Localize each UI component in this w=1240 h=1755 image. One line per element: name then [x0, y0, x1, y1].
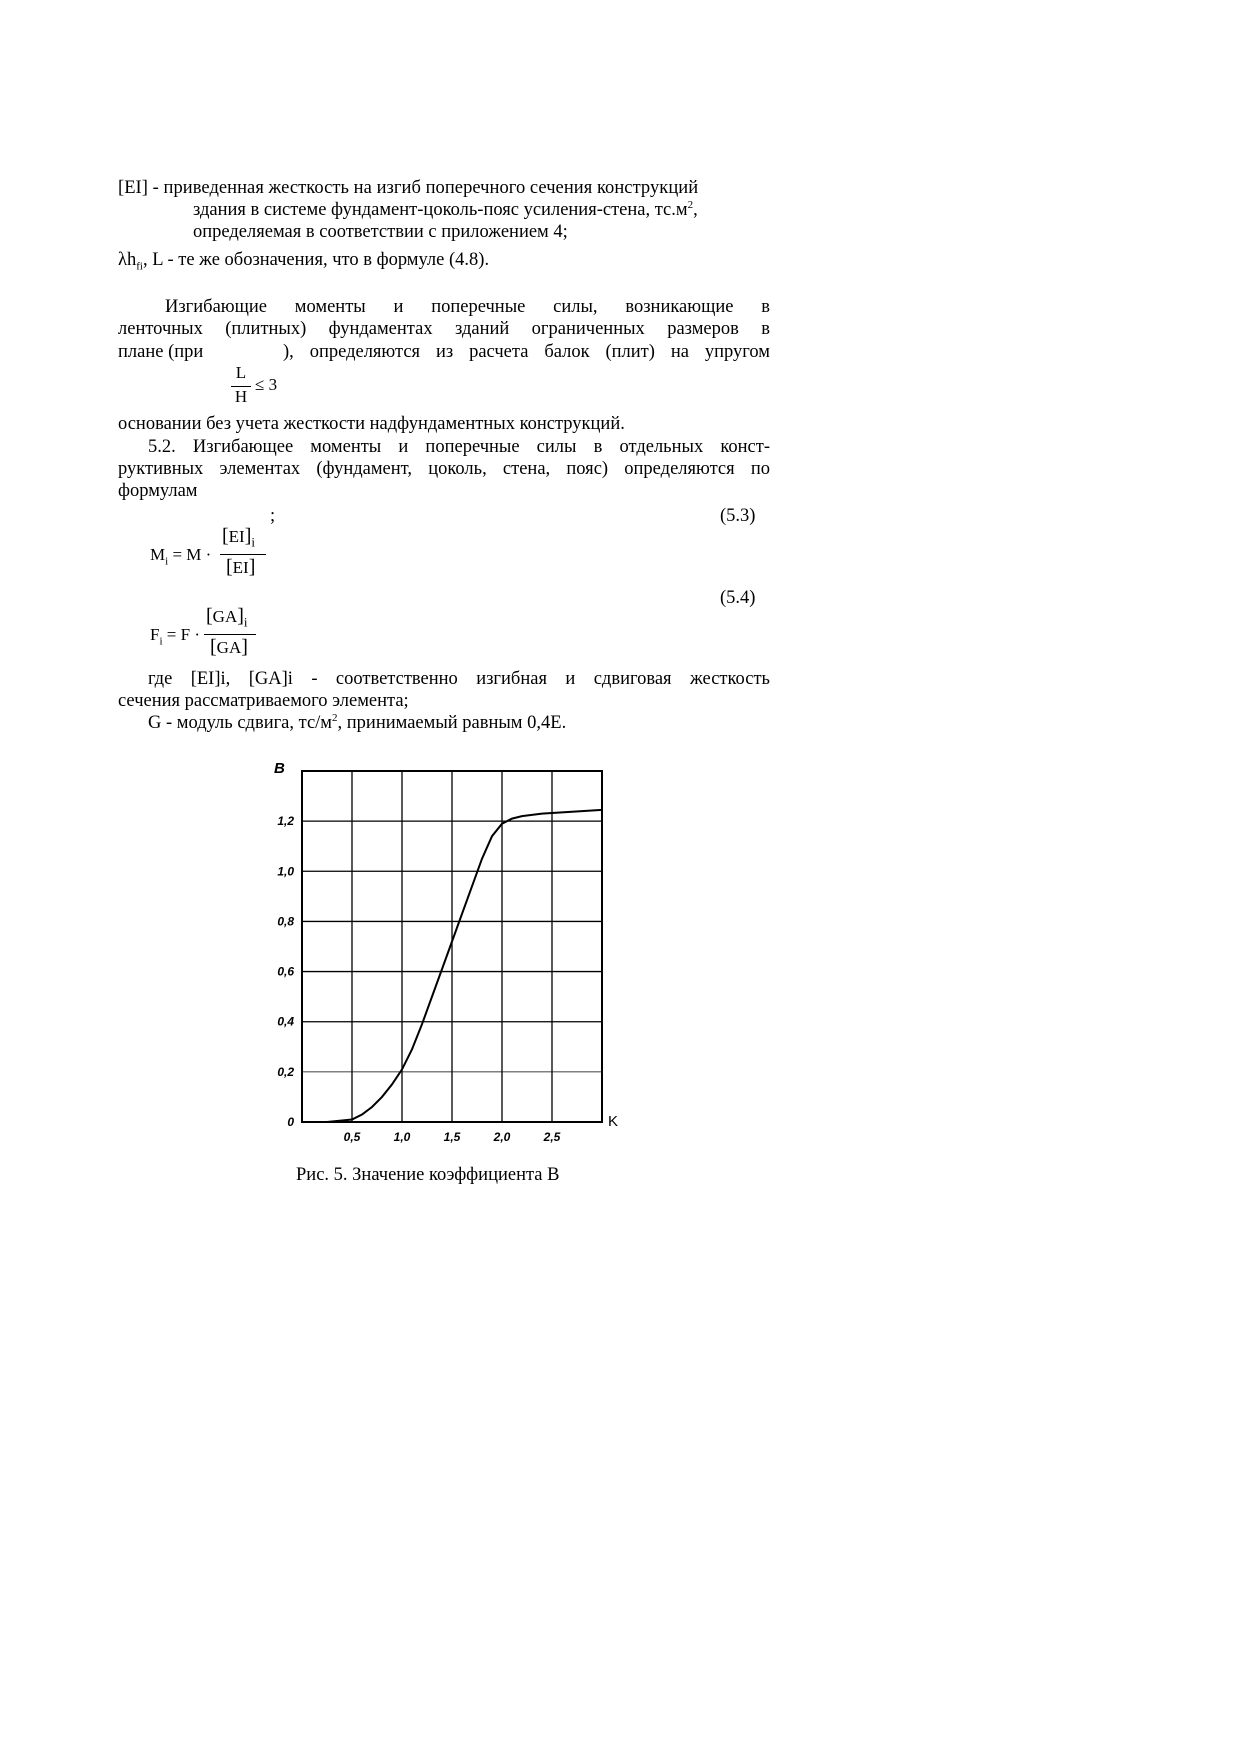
formula-5-3-lhs — [150, 545, 212, 568]
paragraph1-line2: ленточных (плитных) фундаментах зданий ограниченных размеров в — [118, 319, 770, 339]
ei-definition-line2 — [193, 199, 698, 221]
formula-5-4-den-text: GA — [216, 638, 242, 657]
formula-5-3-semicolon: ; — [270, 506, 276, 526]
formula-5-4 — [150, 603, 280, 665]
ei-definition-line2-comma: , — [693, 200, 698, 220]
paragraph3-line3-text: G - модуль сдвига, тс/м — [148, 713, 333, 733]
formula-5-3-bracket-open: [ — [222, 525, 229, 547]
formula-5-3-rhs-prefix: = M · — [172, 545, 212, 564]
condition-formula — [230, 363, 290, 409]
paragraph2-line2: руктивных элементах (фундамент, цоколь, стена, пояс) определяются по — [118, 459, 770, 479]
paragraph2-line3: формулам — [118, 481, 198, 501]
paragraph1-line4: основании без учета жесткости надфундаментных конструкций. — [118, 414, 625, 434]
formula-5-3-fraction-bar — [220, 554, 266, 555]
x-tick-label: 1,5 — [443, 1130, 461, 1144]
paragraph3-line3-end: , принимаемый равным 0,4E. — [337, 713, 567, 733]
formula-5-3-den-bracket-open: [ — [226, 556, 233, 578]
condition-numerator: L — [235, 363, 247, 382]
lambda-symbol: λh — [118, 250, 137, 270]
lambda-definition-text: , L - те же обозначения, что в формуле (4.8). — [142, 250, 490, 270]
paragraph3-line1: где [EI]i, [GA]i - соответственно изгибная и сдвиговая жесткость — [148, 669, 770, 689]
formula-5-3-num-sub: i — [251, 534, 256, 550]
y-tick-label: 0 — [287, 1115, 294, 1129]
ei-definition-line1: [EI] - приведенная жесткость на изгиб поперечного сечения конструкций — [118, 178, 699, 198]
y-tick-label: 1,0 — [277, 864, 294, 879]
formula-5-3-bracket-close: ] — [244, 525, 252, 547]
formula-5-3-lhs-sub: i — [165, 555, 169, 568]
formula-5-4-rhs-prefix: = F · — [166, 625, 200, 644]
formula-5-4-bracket-close: ] — [237, 605, 244, 627]
y-tick-label: 0,8 — [277, 914, 294, 929]
paragraph1-line3-end: ), определяются из расчета балок (плит) на упругом — [283, 342, 770, 362]
formula-5-3-number: (5.3) — [720, 506, 756, 526]
paragraph2-line1: 5.2. Изгибающее моменты и поперечные силы в отдельных конст- — [148, 437, 770, 457]
formula-5-4-lhs — [150, 625, 200, 648]
condition-denominator: H — [234, 387, 248, 406]
formula-5-3-numerator — [222, 525, 255, 548]
paragraph1-line1: Изгибающие моменты и поперечные силы, возникающие в — [165, 297, 770, 317]
chart-ticks — [277, 814, 560, 1144]
figure-caption: Рис. 5. Значение коэффициента В — [296, 1165, 560, 1185]
paragraph3-line2: сечения рассматриваемого элемента; — [118, 691, 409, 711]
formula-5-4-lhs-sub: i — [159, 635, 163, 648]
ei-definition-line2-text: здания в системе фундамент-цоколь-пояс усиления-стена, тс.м — [193, 200, 688, 220]
formula-5-4-fraction-bar — [204, 634, 256, 635]
paragraph1-line3-start: плане (при — [118, 342, 204, 362]
y-tick-label: 0,4 — [277, 1014, 294, 1029]
formula-5-4-num-text: GA — [212, 607, 238, 626]
x-tick-label: 0,5 — [343, 1130, 361, 1144]
formula-5-4-den-bracket-close: ] — [241, 636, 248, 658]
x-tick-label: 2,5 — [543, 1130, 561, 1144]
y-tick-label: 0,6 — [277, 964, 294, 979]
x-tick-label: 1,0 — [393, 1130, 411, 1144]
formula-5-3-den-bracket-close: ] — [248, 556, 256, 578]
formula-5-3-denominator — [226, 556, 255, 579]
formula-5-4-lhs-symbol: F — [150, 625, 160, 644]
x-tick-label: 2,0 — [493, 1130, 511, 1144]
lambda-subscript: fi — [136, 260, 143, 273]
formula-5-4-number: (5.4) — [720, 588, 756, 608]
paragraph3-unit-superscript: 2 — [332, 711, 338, 724]
lambda-definition — [118, 249, 489, 271]
formula-5-3 — [150, 523, 280, 585]
formula-5-4-numerator — [206, 605, 248, 628]
formula-5-4-bracket-open: [ — [206, 605, 213, 627]
y-tick-label: 0,2 — [277, 1064, 294, 1079]
x-axis-label: K — [608, 1113, 619, 1130]
formula-5-3-lhs-symbol: M — [150, 545, 166, 564]
formula-5-4-den-bracket-open: [ — [210, 636, 217, 658]
y-tick-label: 1,2 — [277, 814, 294, 829]
condition-relation: ≤ 3 — [255, 375, 278, 394]
formula-5-4-denominator — [210, 636, 248, 659]
formula-5-3-den-text: EI — [232, 558, 249, 577]
formula-5-4-num-sub: i — [243, 614, 248, 630]
chart-grid — [302, 771, 602, 1122]
paragraph3-line3 — [148, 712, 566, 734]
ei-unit-superscript: 2 — [687, 198, 694, 211]
formula-5-3-num-text: EI — [228, 527, 245, 546]
ei-definition-line3: определяемая в соответствии с приложением 4; — [193, 222, 568, 242]
y-axis-label: B — [274, 760, 285, 777]
coefficient-b-chart — [260, 760, 630, 1160]
